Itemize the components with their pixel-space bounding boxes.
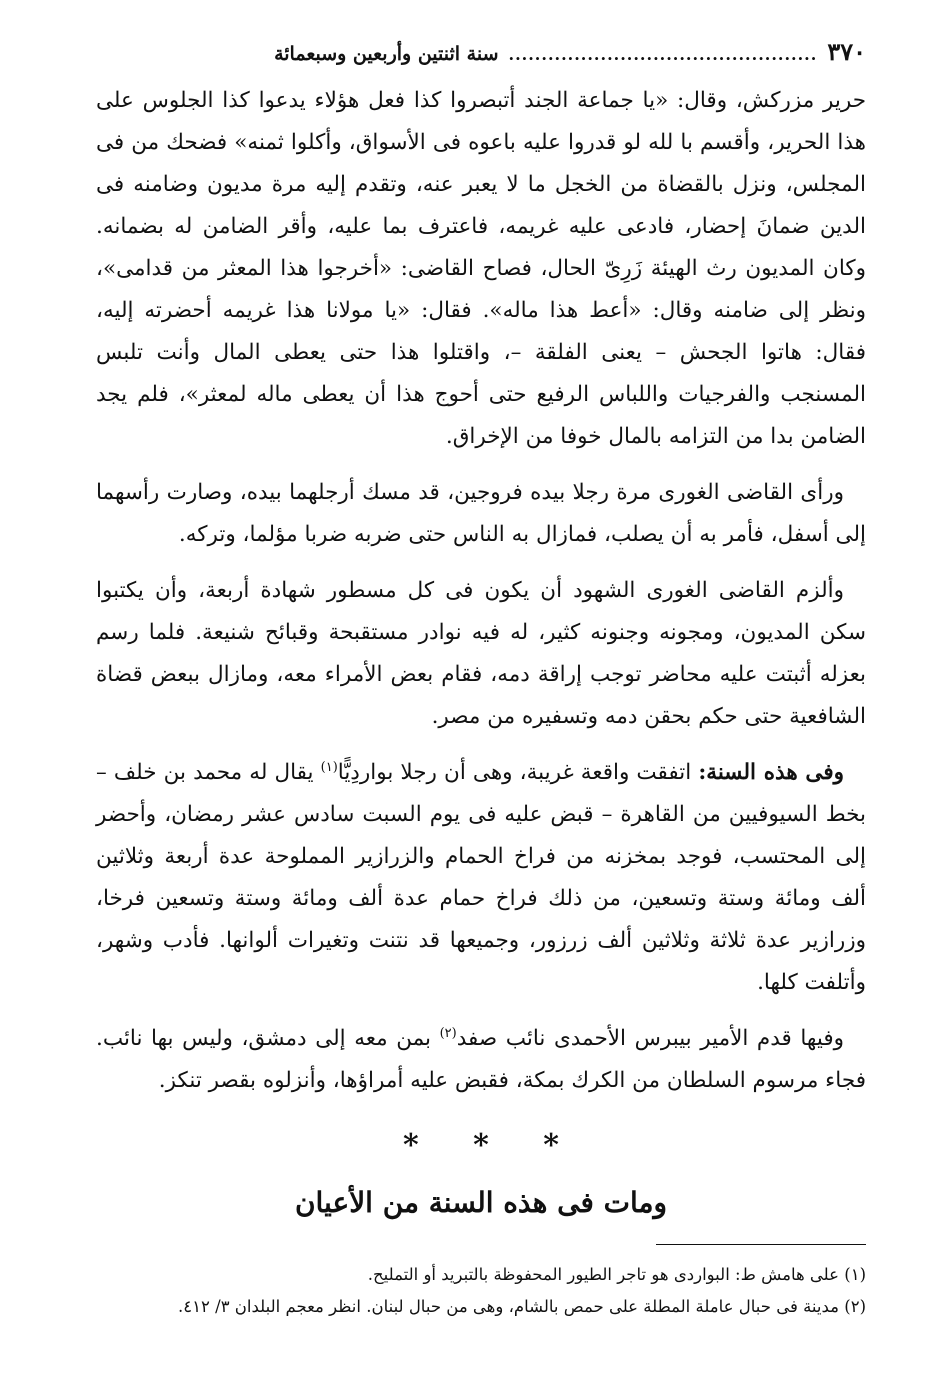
paragraph-text: اتفقت واقعة غريبة، وهى أن رجلا بواردِيًّا [337, 760, 699, 785]
footnote-2: (٢) مدينة فى حبال عاملة المطلة على حمص بالشام، وهى من حبال لبنان. انظر معجم البلدان ٣/ ٤١٢. [178, 1297, 866, 1316]
footnote-1: (١) على هامش ط: البواردى هو تاجر الطيور المحفوظة بالتبريد أو التمليح. [367, 1265, 866, 1284]
paragraph-text: بمن معه إلى دمشق، وليس بها نائب. فجاء مرسوم السلطان من الكرك بمكة، فقبض عليه أمراؤها، وأنزلوه بقصر تنكز. [96, 1026, 866, 1093]
header-leader-dots: ............................................... [508, 45, 818, 64]
paragraph-lead: وفى هذه السنة: [698, 760, 844, 785]
footnote-reference-1[interactable]: (١) [320, 759, 338, 775]
running-title: سنة اثنتين وأربعين وسبعمائة [274, 43, 499, 65]
paragraph-text: وألزم القاضى الغورى الشهود أن يكون فى كل مسطور شهادة أربعة، وأن يكتبوا سكن المديون، ومجونه وجنونه كثير، له فيه نوادر مستقبحة وقبائح شنيعة. فلما رسم بعزله أثبتت عليه محاضر توجب إراقة دمه، فقام بعض الأمراء معه، ومازال ببعض قضاة الشافعية حتى حكم بحقن دمه وتسفيره من مصر. [96, 578, 866, 729]
paragraph-3 [96, 570, 866, 738]
paragraph-text: ورأى القاضى الغورى مرة رجلا بيده فروجين، قد مسك أرجلهما بيده، وصارت رأسهما إلى أسفل، فأمر به أن يصلب، فمازال به الناس حتى ضربه ضربا مؤلما، وتركه. [96, 480, 866, 547]
paragraph-5 [96, 1018, 866, 1102]
section-heading: ومات فى هذه السنة من الأعيان [294, 1186, 668, 1219]
page-number: ٣٧٠ [827, 37, 866, 66]
paragraph-1 [96, 80, 866, 458]
paragraph-text: يقال له محمد بن خلف – بخط السيوفيين من القاهرة – قبض عليه فى يوم السبت سادس عشر رمضان، وأحضر إلى المحتسب، فوجد بمخزنه من فراخ الحمام والزرازير المملوحة عدة أربعة وثلاثين ألف ومائة وستة وتسعين، من ذلك فراخ حمام عدة ألف ومائة وستة وتسعين فرخا، وزرازير عدة ثلاثة وثلاثين ألف زرزور، وجميعها قد نتنت وتغيرات ألوانها. فأدب وشهر، وأتلفت كلها. [96, 760, 866, 995]
paragraph-2 [96, 472, 866, 556]
footnote-divider [656, 1244, 866, 1245]
paragraph-4 [96, 752, 866, 1004]
book-page [96, 30, 866, 1323]
paragraph-text: حرير مزركش، وقال: «يا جماعة الجند أتبصروا كذا فعل هؤلاء يدعوا كذا الجلوس على هذا الحرير، وأقسم با لله لو قدروا عليه باعوه فى الأسواق، وأكلوا ثمنه» فضحك من فى المجلس، ونزل بالقضاة من الخجل ما لا يعبر عنه، وتقدم إليه مرة مديون وضامنه فى الدين ضمانَ إحضار، فادعى عليه غريمه، فاعترف بما عليه، وأقر الضامن له بضمانه. وكان المديون رث الهيئة زَرِىّ الحال، فصاح القاضى: «أخرجوا هذا المعثر من قدامى»، ونظر إلى ضامنه وقال: «أعط هذا ماله». فقال: «يا مولانا هذا غريمه أحضرته إليه، فقال: هاتوا الجحش – يعنى الفلقة –، واقتلوا هذا حتى يعطى المال وأنت تلبس المسنجب والفرجيات واللباس الرفيع حتى أحوج هذا أن يعطى ماله لمعثر»، فلم يجد الضامن بدا من التزامه بالمال خوفا من الإخراق. [96, 88, 866, 449]
main-text [96, 80, 866, 1102]
footnote-reference-2[interactable]: (٢) [439, 1025, 457, 1041]
footnotes [96, 1259, 866, 1323]
paragraph-text: وفيها قدم الأمير بيبرس الأحمدى نائب صفد [456, 1026, 844, 1051]
running-header [96, 30, 866, 74]
section-separator: * * * [403, 1128, 581, 1163]
